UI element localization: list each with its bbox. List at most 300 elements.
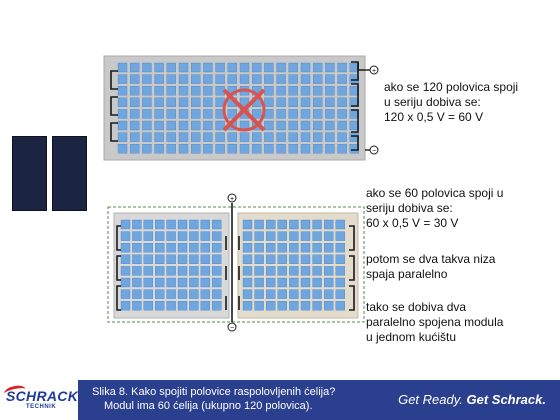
top-cell — [167, 144, 176, 153]
top-cell — [118, 121, 127, 130]
bottom-right-cell — [255, 220, 264, 229]
top-cell — [228, 63, 237, 72]
top-cell — [203, 121, 212, 130]
top-cell — [216, 133, 225, 142]
top-cell — [142, 63, 151, 72]
top-module-series-120-halves — [104, 56, 378, 160]
top-cell — [252, 63, 261, 72]
bottom-left-cell — [167, 220, 176, 229]
bottom-right-cell — [289, 220, 298, 229]
slogan-bold: Get Schrack. — [466, 392, 546, 407]
bottom-left-cell — [167, 290, 176, 299]
bottom-left-cell — [178, 290, 187, 299]
bottom-right-cell — [266, 290, 275, 299]
top-cell — [289, 144, 298, 153]
bottom-left-cell — [155, 290, 164, 299]
top-cell — [203, 133, 212, 142]
bottom-right-cell — [278, 266, 287, 275]
top-minus-sign: − — [371, 148, 377, 155]
top-cell — [289, 133, 298, 142]
bottom-right-cell — [336, 243, 345, 252]
bottom-left-cell — [212, 232, 221, 241]
top-cell — [228, 75, 237, 84]
bottom-right-cell — [289, 290, 298, 299]
top-cell — [142, 98, 151, 107]
bottom-left-cell — [132, 290, 141, 299]
bottom-right-cell — [266, 243, 275, 252]
top-cell — [118, 63, 127, 72]
top-cell — [301, 63, 310, 72]
slogan-prefix: Get Ready. — [398, 392, 463, 407]
bottom-explanation-result: tako se dobiva dva paralelno spojena modula u jednom kućištu — [366, 300, 504, 344]
top-cell — [130, 63, 139, 72]
bottom-left-cell — [132, 301, 141, 310]
top-cell — [130, 98, 139, 107]
bottom-right-cell — [336, 220, 345, 229]
top-cell — [325, 63, 334, 72]
bottom-right-cell — [243, 220, 252, 229]
bottom-left-cell — [132, 278, 141, 287]
bottom-right-cell — [266, 255, 275, 264]
bottom-right-cell — [336, 278, 345, 287]
bottom-right-cell — [278, 243, 287, 252]
bottom-left-cell — [201, 290, 210, 299]
bottom-left-cell — [178, 266, 187, 275]
bottom-right-cell — [289, 278, 298, 287]
top-cell — [301, 121, 310, 130]
bottom-left-cell — [178, 243, 187, 252]
bottom-left-cell — [132, 243, 141, 252]
logo-subtitle: TECHNIK — [26, 404, 57, 410]
bottom-right-cell — [301, 266, 310, 275]
top-cell — [203, 98, 212, 107]
top-cell — [325, 121, 334, 130]
top-cell — [252, 133, 261, 142]
top-cell — [191, 121, 200, 130]
bottom-right-cell — [243, 290, 252, 299]
bottom-left-cell — [167, 232, 176, 241]
top-cell — [325, 109, 334, 118]
bottom-left-cell — [201, 301, 210, 310]
bottom-left-cell — [189, 266, 198, 275]
bottom-left-cell — [144, 232, 153, 241]
bottom-right-cell — [255, 301, 264, 310]
bottom-right-cell — [336, 266, 345, 275]
bottom-left-cell — [121, 243, 130, 252]
bottom-left-cell — [167, 243, 176, 252]
bottom-left-cell — [189, 243, 198, 252]
bottom-left-cell — [144, 290, 153, 299]
top-cell — [203, 63, 212, 72]
top-cell — [313, 98, 322, 107]
bottom-right-cell — [289, 301, 298, 310]
bottom-right-cell — [243, 301, 252, 310]
top-cell — [277, 98, 286, 107]
top-cell — [191, 109, 200, 118]
top-cell — [313, 144, 322, 153]
bottom-left-cell — [201, 266, 210, 275]
top-cell — [118, 75, 127, 84]
bottom-left-cell — [144, 301, 153, 310]
top-cell — [118, 144, 127, 153]
bottom-right-cell — [301, 290, 310, 299]
top-cell — [142, 121, 151, 130]
top-cell — [338, 86, 347, 95]
bottom-right-cell — [278, 232, 287, 241]
top-cell — [130, 109, 139, 118]
bottom-right-cell — [266, 232, 275, 241]
top-cell — [313, 75, 322, 84]
top-cell — [191, 133, 200, 142]
bottom-right-cell — [289, 243, 298, 252]
top-cell — [216, 86, 225, 95]
bottom-left-cell — [132, 232, 141, 241]
bottom-left-cell — [132, 266, 141, 275]
bottom-right-cell — [301, 243, 310, 252]
top-cell — [179, 109, 188, 118]
top-cell — [203, 144, 212, 153]
bottom-right-cell — [266, 266, 275, 275]
bottom-right-cell — [324, 266, 333, 275]
top-cell — [130, 86, 139, 95]
top-cell — [264, 86, 273, 95]
bottom-left-cell — [155, 255, 164, 264]
top-cell — [240, 144, 249, 153]
top-cell — [338, 109, 347, 118]
top-cell — [252, 144, 261, 153]
bottom-right-cell — [243, 278, 252, 287]
top-cell — [325, 144, 334, 153]
bottom-plus-sign: + — [229, 196, 235, 203]
top-cell — [155, 121, 164, 130]
bottom-right-cell — [278, 301, 287, 310]
top-cell — [167, 86, 176, 95]
top-cell — [155, 75, 164, 84]
top-cell — [167, 133, 176, 142]
bottom-right-cell — [243, 255, 252, 264]
bottom-left-cell — [212, 278, 221, 287]
top-cell — [155, 144, 164, 153]
bottom-left-cell — [121, 290, 130, 299]
top-cell — [313, 86, 322, 95]
bottom-right-cell — [301, 220, 310, 229]
top-cell — [338, 144, 347, 153]
top-cell — [179, 144, 188, 153]
top-cell — [338, 63, 347, 72]
top-cell — [203, 75, 212, 84]
top-cell — [142, 86, 151, 95]
bottom-left-cell — [155, 301, 164, 310]
bottom-left-cell — [189, 301, 198, 310]
top-cell — [167, 98, 176, 107]
top-cell — [155, 98, 164, 107]
top-cell — [167, 75, 176, 84]
bottom-left-cell — [121, 266, 130, 275]
bottom-right-cell — [324, 255, 333, 264]
bottom-left-cell — [212, 255, 221, 264]
top-cell — [203, 86, 212, 95]
top-cell — [155, 133, 164, 142]
bottom-right-cell — [243, 232, 252, 241]
top-cell — [277, 86, 286, 95]
bottom-right-cell — [324, 243, 333, 252]
caption-line-2: Modul ima 60 ćelija (ukupno 120 polovica). — [104, 400, 313, 412]
bottom-right-cell — [324, 290, 333, 299]
top-cell — [228, 144, 237, 153]
top-cell — [240, 133, 249, 142]
bottom-right-cell — [313, 266, 322, 275]
bottom-left-cell — [178, 278, 187, 287]
top-cell — [264, 98, 273, 107]
bottom-right-cell — [255, 266, 264, 275]
top-cell — [142, 109, 151, 118]
bottom-left-cell — [155, 232, 164, 241]
bottom-left-cell — [144, 255, 153, 264]
figure-caption — [92, 385, 335, 413]
top-cell — [325, 75, 334, 84]
bottom-left-cell — [212, 243, 221, 252]
top-cell — [301, 98, 310, 107]
bottom-right-cell — [243, 243, 252, 252]
top-cell — [338, 75, 347, 84]
top-cell — [264, 133, 273, 142]
bottom-right-cell — [289, 255, 298, 264]
bottom-right-cell — [313, 220, 322, 229]
top-cell — [155, 86, 164, 95]
bottom-left-cell — [144, 220, 153, 229]
top-cell — [289, 75, 298, 84]
bottom-left-cell — [167, 266, 176, 275]
bottom-left-cell — [144, 278, 153, 287]
bottom-right-cell — [278, 278, 287, 287]
bottom-left-cell — [121, 278, 130, 287]
bottom-left-cell — [167, 301, 176, 310]
top-cell — [228, 133, 237, 142]
top-cell — [301, 109, 310, 118]
bottom-right-cell — [301, 255, 310, 264]
bottom-right-cell — [266, 278, 275, 287]
top-cell — [301, 144, 310, 153]
top-cell — [216, 75, 225, 84]
top-cell — [167, 63, 176, 72]
bottom-left-cell — [178, 232, 187, 241]
top-cell — [277, 121, 286, 130]
top-cell — [179, 63, 188, 72]
bottom-left-cell — [167, 255, 176, 264]
top-cell — [191, 98, 200, 107]
bottom-left-cell — [189, 232, 198, 241]
top-cell — [179, 75, 188, 84]
top-cell — [325, 98, 334, 107]
top-cell — [191, 144, 200, 153]
top-cell — [277, 133, 286, 142]
top-cell — [289, 86, 298, 95]
bottom-right-cell — [301, 301, 310, 310]
top-cell — [313, 121, 322, 130]
top-cell — [118, 86, 127, 95]
bottom-right-cell — [266, 301, 275, 310]
bottom-explanation-series: ako se 60 polovica spoji u seriju dobiva se: 60 x 0,5 V = 30 V — [366, 186, 504, 230]
top-cell — [325, 133, 334, 142]
bottom-right-cell — [324, 220, 333, 229]
bottom-right-cell — [313, 243, 322, 252]
bottom-left-cell — [121, 220, 130, 229]
top-cell — [277, 109, 286, 118]
top-cell — [325, 86, 334, 95]
top-cell — [203, 109, 212, 118]
top-cell — [338, 121, 347, 130]
bottom-left-cell — [212, 290, 221, 299]
bottom-right-cell — [266, 220, 275, 229]
bottom-left-cell — [201, 220, 210, 229]
bottom-right-cell — [336, 290, 345, 299]
bottom-right-cell — [313, 290, 322, 299]
bottom-right-cell — [255, 278, 264, 287]
bottom-right-cell — [324, 278, 333, 287]
bottom-left-cell — [201, 278, 210, 287]
bottom-left-cell — [212, 220, 221, 229]
bottom-right-cell — [336, 232, 345, 241]
bottom-right-cell — [324, 301, 333, 310]
bottom-left-cell — [155, 243, 164, 252]
footer-bar — [0, 380, 560, 420]
top-cell — [338, 98, 347, 107]
bottom-right-cell — [313, 232, 322, 241]
top-cell — [264, 63, 273, 72]
bottom-right-cell — [324, 232, 333, 241]
top-cell — [130, 121, 139, 130]
bottom-left-cell — [201, 255, 210, 264]
bottom-left-cell — [155, 278, 164, 287]
top-cell — [179, 86, 188, 95]
bottom-right-cell — [278, 220, 287, 229]
top-cell — [179, 98, 188, 107]
top-cell — [240, 63, 249, 72]
top-cell — [142, 75, 151, 84]
bottom-left-cell — [155, 266, 164, 275]
top-cell — [252, 75, 261, 84]
bottom-left-cell — [132, 255, 141, 264]
bottom-left-cell — [132, 220, 141, 229]
bottom-right-cell — [336, 301, 345, 310]
top-cell — [130, 133, 139, 142]
top-cell — [191, 75, 200, 84]
top-cell — [313, 109, 322, 118]
top-cell — [301, 75, 310, 84]
top-cell — [264, 144, 273, 153]
schrack-logo — [0, 380, 78, 420]
bottom-left-cell — [121, 232, 130, 241]
bottom-right-cell — [278, 290, 287, 299]
bottom-left-cell — [144, 243, 153, 252]
bottom-left-cell — [189, 278, 198, 287]
top-cell — [216, 63, 225, 72]
bottom-left-cell — [212, 301, 221, 310]
slogan — [398, 392, 546, 407]
bottom-left-cell — [121, 255, 130, 264]
top-cell — [179, 121, 188, 130]
bottom-right-cell — [301, 232, 310, 241]
top-cell — [289, 98, 298, 107]
bottom-explanation-parallel: potom se dva takva niza spaja paralelno — [366, 252, 496, 281]
bottom-left-cell — [178, 220, 187, 229]
top-cell — [289, 121, 298, 130]
bottom-left-cell — [167, 278, 176, 287]
bottom-right-cell — [255, 243, 264, 252]
top-cell — [130, 75, 139, 84]
top-cell — [264, 75, 273, 84]
top-cell — [264, 109, 273, 118]
bottom-right-cell — [278, 255, 287, 264]
logo-wordmark: SCHRACK — [6, 388, 79, 404]
top-cell — [277, 144, 286, 153]
top-cell — [179, 133, 188, 142]
bottom-right-cell — [255, 232, 264, 241]
bottom-left-cell — [121, 301, 130, 310]
top-cell — [277, 75, 286, 84]
top-cell — [167, 109, 176, 118]
bottom-right-cell — [336, 255, 345, 264]
bottom-left-cell — [189, 255, 198, 264]
top-cell — [289, 63, 298, 72]
bottom-minus-sign: − — [229, 325, 235, 332]
bottom-right-cell — [313, 278, 322, 287]
bottom-left-cell — [189, 220, 198, 229]
caption-line-1: Slika 8. Kako spojiti polovice raspolovljenih ćelija? — [92, 386, 336, 398]
bottom-right-cell — [255, 290, 264, 299]
bottom-left-cell — [189, 290, 198, 299]
top-cell — [277, 63, 286, 72]
bottom-left-cell — [155, 220, 164, 229]
bottom-module-parallel-halves — [108, 194, 364, 332]
bottom-right-cell — [301, 278, 310, 287]
top-cell — [191, 86, 200, 95]
bottom-right-cell — [255, 255, 264, 264]
bottom-right-cell — [289, 232, 298, 241]
bottom-left-cell — [212, 266, 221, 275]
top-cell — [142, 144, 151, 153]
top-cell — [338, 133, 347, 142]
top-cell — [301, 133, 310, 142]
top-cell — [142, 133, 151, 142]
bottom-right-cell — [313, 255, 322, 264]
top-cell — [289, 109, 298, 118]
bottom-right-cell — [243, 266, 252, 275]
bottom-left-cell — [178, 301, 187, 310]
top-cell — [118, 98, 127, 107]
top-cell — [313, 63, 322, 72]
top-cell — [313, 133, 322, 142]
top-explanation-text: ako se 120 polovica spoji u seriju dobiva se: 120 x 0,5 V = 60 V — [384, 80, 519, 124]
bottom-right-cell — [313, 301, 322, 310]
top-cell — [155, 109, 164, 118]
bottom-left-cell — [178, 255, 187, 264]
top-cell — [240, 75, 249, 84]
top-cell — [118, 109, 127, 118]
bottom-right-cell — [289, 266, 298, 275]
top-plus-sign: + — [371, 68, 377, 75]
top-cell — [216, 144, 225, 153]
top-cell — [130, 144, 139, 153]
top-cell — [191, 63, 200, 72]
top-cell — [167, 121, 176, 130]
bottom-left-cell — [201, 243, 210, 252]
top-cell — [155, 63, 164, 72]
top-cell — [118, 133, 127, 142]
bottom-left-cell — [201, 232, 210, 241]
bottom-left-cell — [144, 266, 153, 275]
top-cell — [264, 121, 273, 130]
